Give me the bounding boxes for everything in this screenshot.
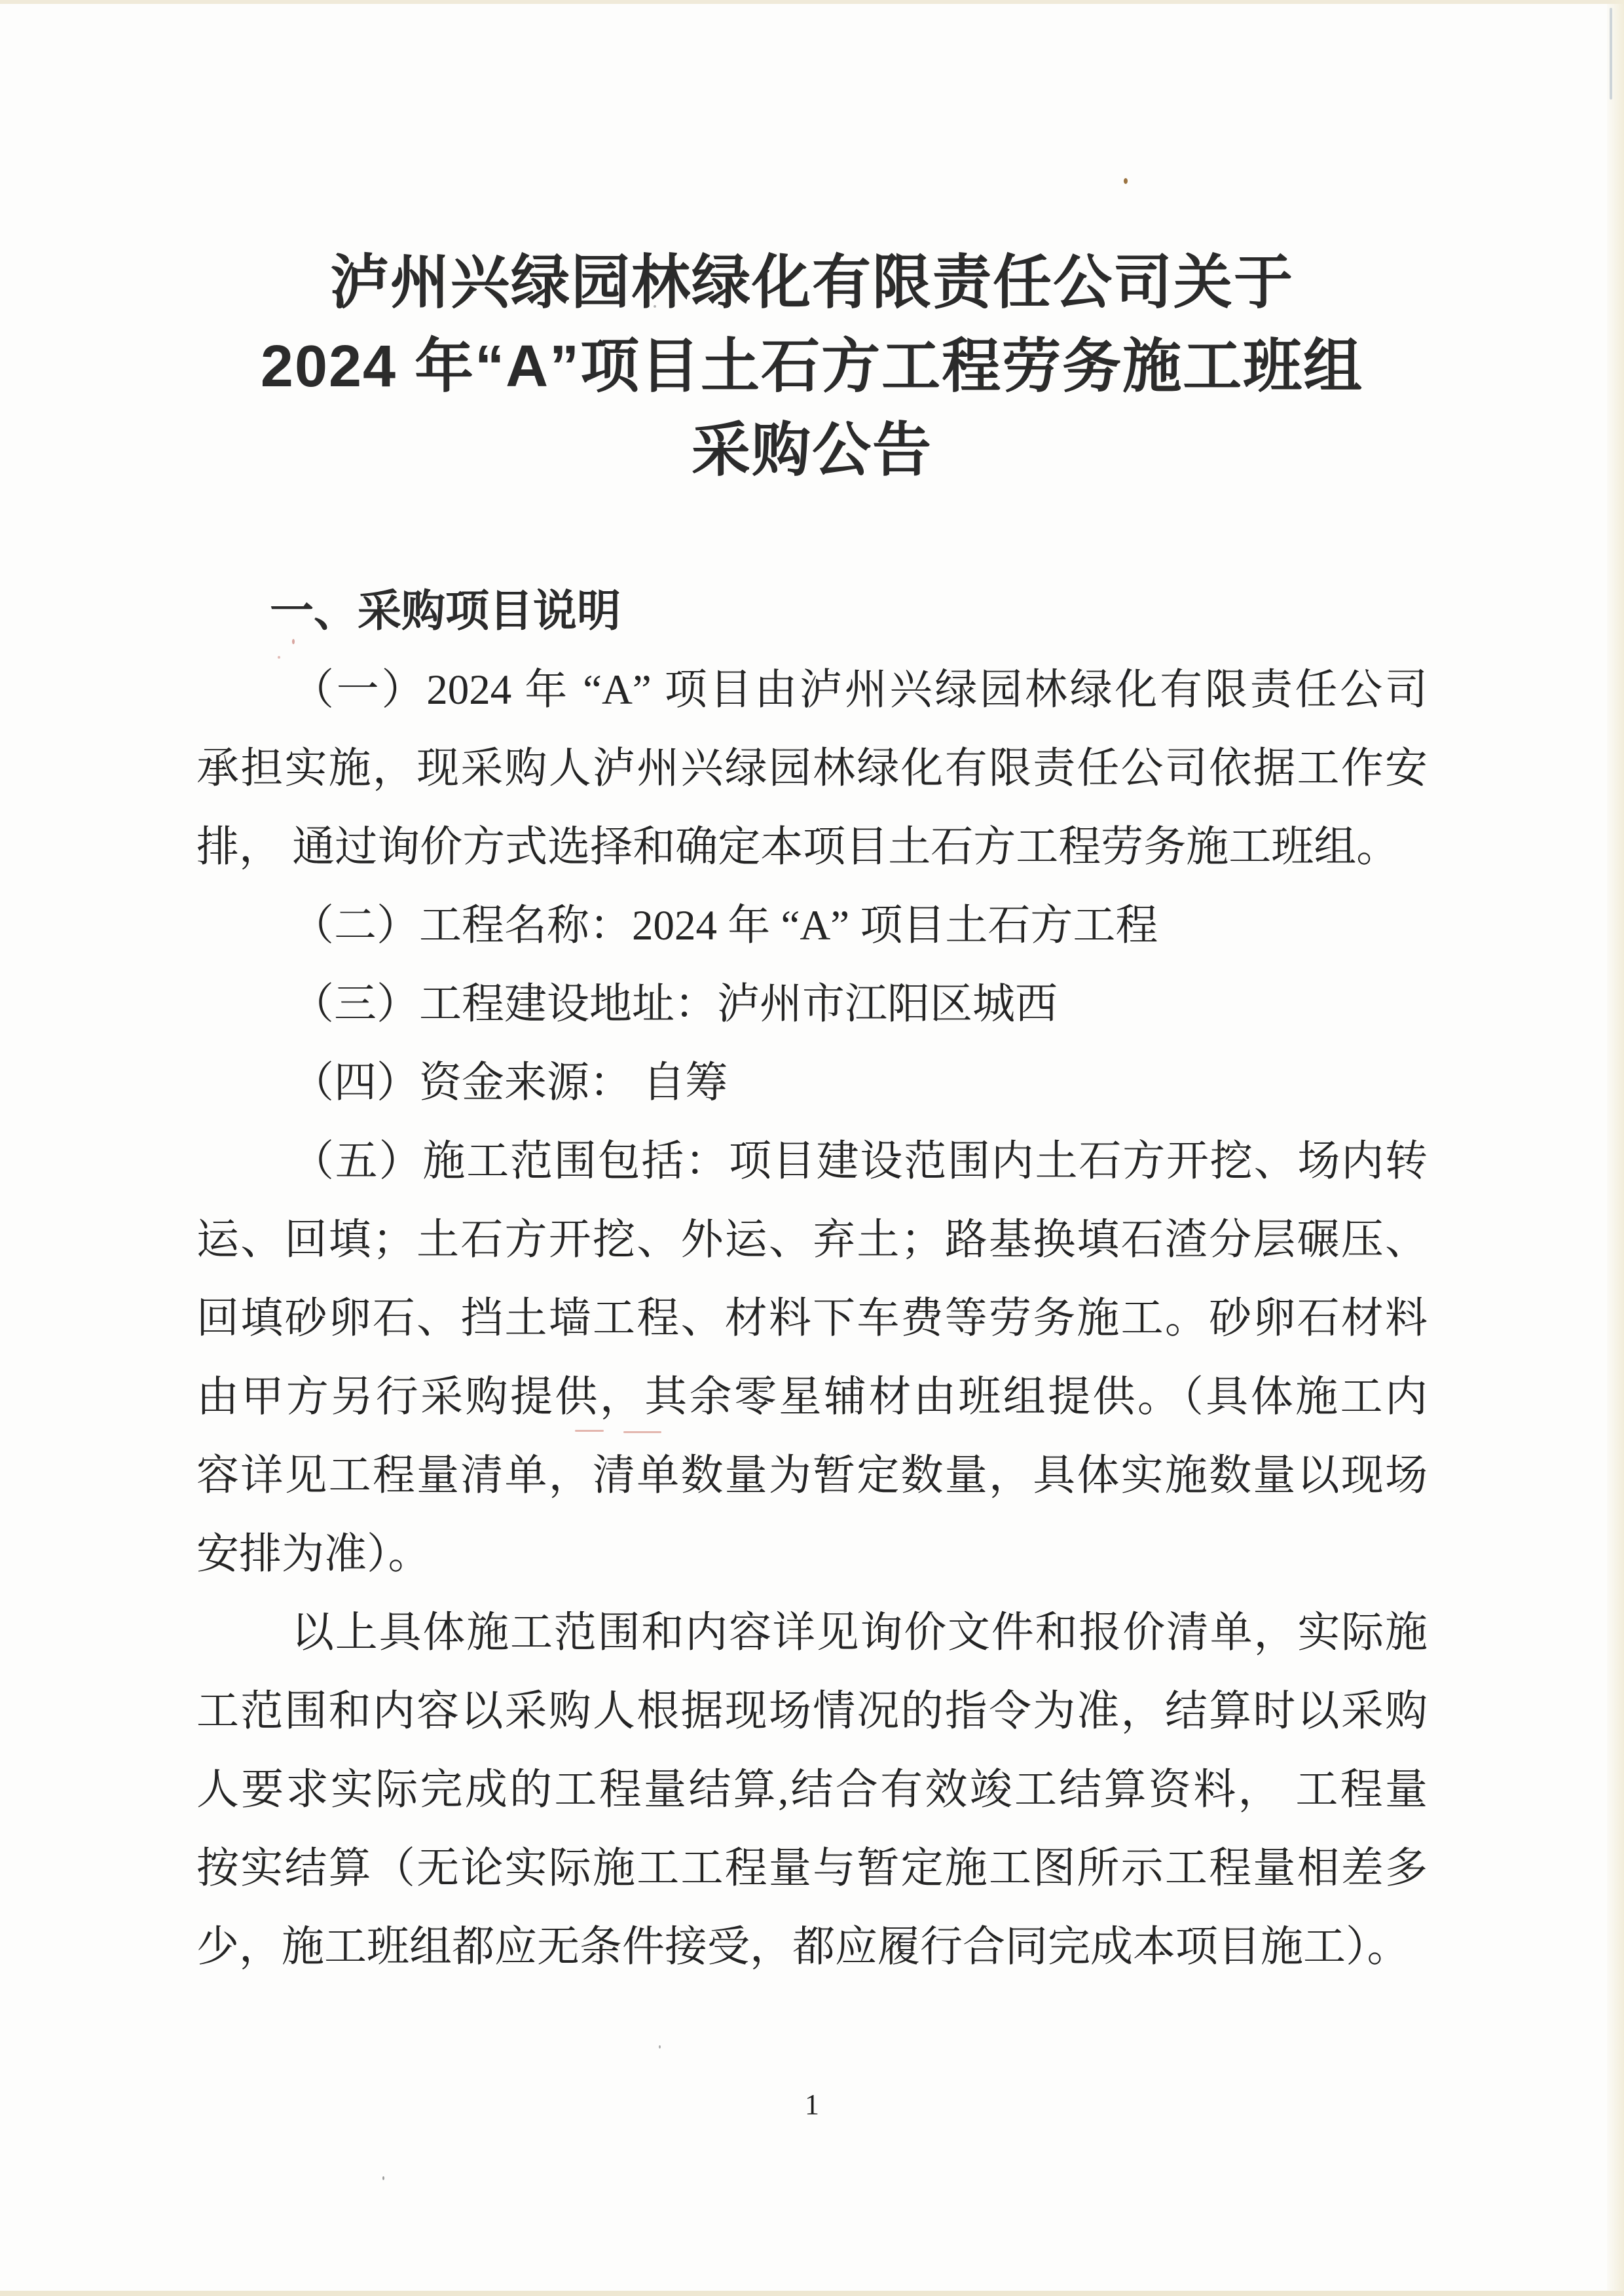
body-line: （四）资金来源： 自筹: [291, 1059, 728, 1106]
document-content: [196, 0, 1428, 2125]
body-line: 安排为准）。: [196, 1531, 431, 1578]
body-line: 运、回填；土石方开挖、外运、弃土；路基换填石渣分层碾压、: [196, 1216, 1428, 1264]
scan-edge-bottom: [0, 2291, 1624, 2296]
title-line-2: 2024 年“A”项目土石方工程劳务施工班组: [260, 334, 1364, 399]
body-line: （二）工程名称：2024 年 “A” 项目土石方工程: [291, 902, 1158, 949]
body-line: 承担实施，现采购人泸州兴绿园林绿化有限责任公司依据工作安: [196, 745, 1428, 792]
body-line: 工范围和内容以采购人根据现场情况的指令为准，结算时以采购: [196, 1688, 1428, 1735]
scan-edge-right: [1607, 0, 1624, 2296]
scan-edge-line: [1610, 8, 1612, 100]
body-line: 人要求实际完成的工程量结算,结合有效竣工结算资料， 工程量: [196, 1766, 1428, 1813]
document-body: [196, 572, 1428, 1986]
title-line-3: 采购公告: [692, 418, 932, 483]
body-line: 由甲方另行采购提供，其余零星辅材由班组提供。（具体施工内: [196, 1374, 1428, 1421]
document-title: [196, 241, 1428, 492]
body-line: 容详见工程量清单，清单数量为暂定数量，具体实施数量以现场: [196, 1452, 1428, 1499]
body-line: （三）工程建设地址：泸州市江阳区城西: [291, 981, 1058, 1028]
body-line: （一）2024 年 “A” 项目由泸州兴绿园林绿化有限责任公司: [291, 666, 1428, 714]
body-line: 少，施工班组都应无条件接受，都应履行合同完成本项目施工）。: [196, 1923, 1410, 1971]
body-line: 回填砂卵石、挡土墙工程、材料下车费等劳务施工。砂卵石材料: [196, 1295, 1428, 1342]
title-line-1: 泸州兴绿园林绿化有限责任公司关于: [330, 250, 1294, 316]
body-line: 按实结算（无论实际施工工程量与暂定施工图所示工程量相差多: [196, 1845, 1428, 1892]
body-line: 排， 通过询价方式选择和确定本项目土石方工程劳务施工班组。: [196, 824, 1399, 871]
page-number: 1: [805, 2088, 819, 2121]
body-line: （五）施工范围包括：项目建设范围内土石方开挖、场内转: [291, 1138, 1428, 1185]
section-heading: 一、采购项目说明: [270, 587, 621, 636]
scan-speck: [382, 2176, 384, 2180]
body-line: 以上具体施工范围和内容详见询价文件和报价清单，实际施: [291, 1609, 1428, 1656]
